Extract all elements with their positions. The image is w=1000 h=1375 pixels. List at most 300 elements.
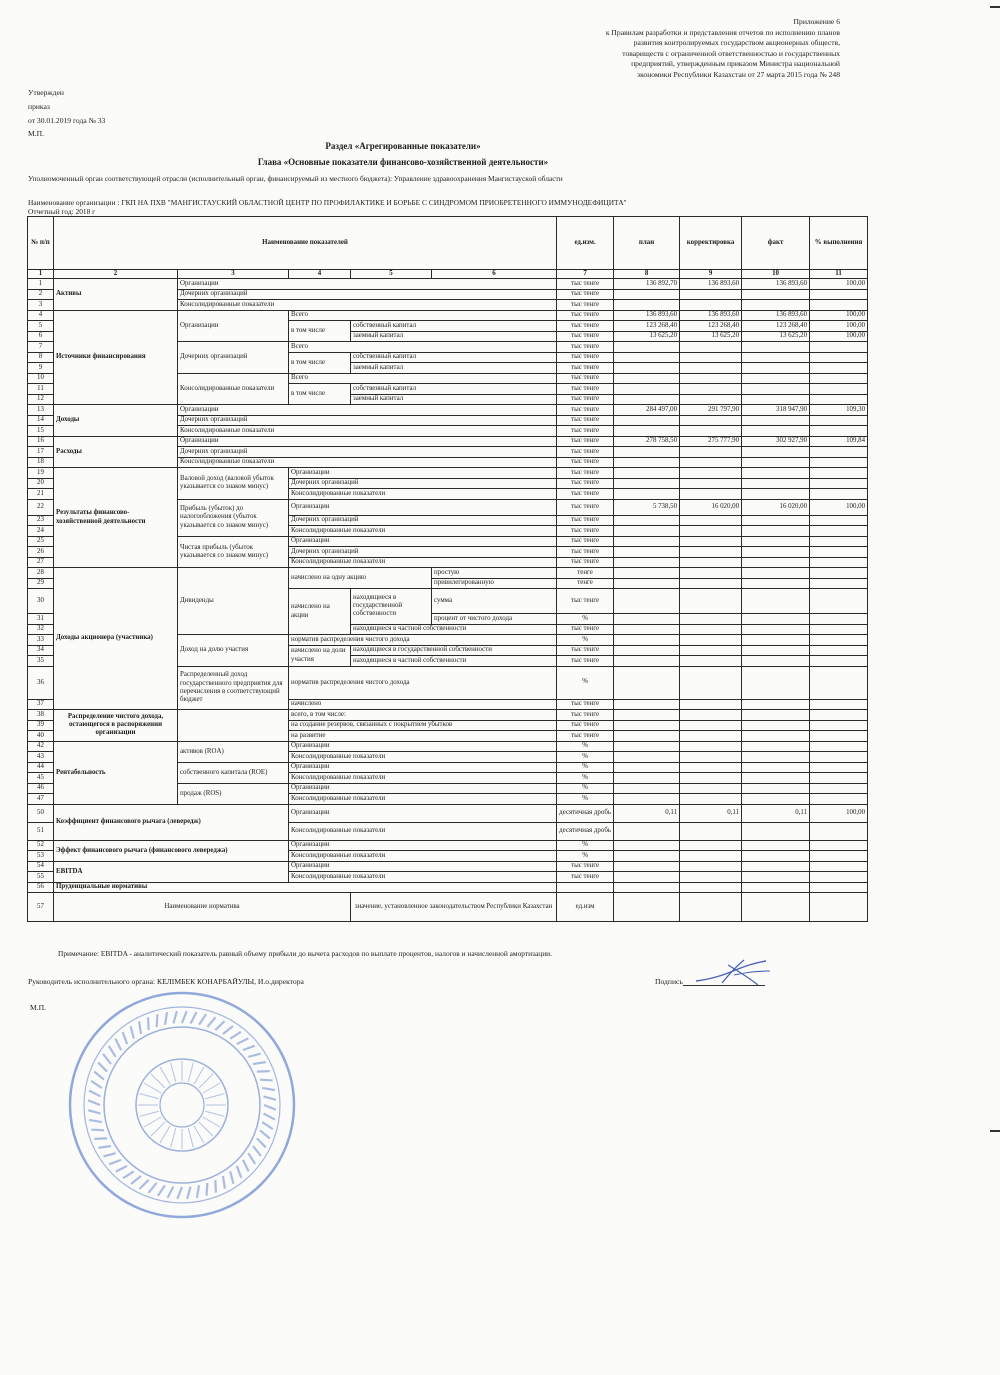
unit-cell: тыс тенге — [557, 457, 614, 468]
unit-cell: десятичная дробь — [557, 822, 614, 840]
value-plan — [614, 468, 680, 479]
value-pct — [810, 851, 868, 862]
seal-lettering-mark — [149, 1183, 157, 1193]
value-corr — [680, 557, 742, 568]
row-number: 27 — [28, 557, 54, 568]
table-row — [28, 893, 868, 922]
value-fact: 136 893,60 — [742, 310, 810, 321]
unit-cell: тенге — [557, 568, 614, 579]
value-corr — [680, 426, 742, 437]
value-corr — [680, 731, 742, 742]
indicator-label: Консолидированные показатели — [178, 426, 557, 437]
indicator-label: активов (ROA) — [178, 741, 289, 762]
table-row — [28, 710, 868, 721]
row-number: 45 — [28, 773, 54, 784]
indicator-label: Пруденциальные нормативы — [54, 882, 557, 893]
indicator-label: Консолидированные показатели — [289, 489, 557, 500]
value-plan — [614, 656, 680, 667]
value-fact — [742, 557, 810, 568]
value-fact — [742, 699, 810, 710]
col-number: 3 — [178, 270, 289, 279]
value-corr — [680, 710, 742, 721]
value-corr — [680, 635, 742, 646]
indicator-label: начислено на одну акцию — [289, 568, 432, 589]
seal-lettering-mark — [140, 1180, 149, 1189]
unit-cell: тыс тенге — [557, 373, 614, 384]
value-corr — [680, 373, 742, 384]
value-corr — [680, 666, 742, 699]
indicator-label: Доходы — [54, 405, 178, 437]
row-number: 21 — [28, 489, 54, 500]
value-pct — [810, 426, 868, 437]
value-plan — [614, 547, 680, 558]
indicator-label: Консолидированные показатели — [289, 794, 557, 805]
seal-lettering-mark — [262, 1122, 273, 1129]
value-pct: 100,00 — [810, 804, 868, 822]
stamp-place-label: М.П. — [30, 1003, 47, 1012]
value-corr — [680, 342, 742, 353]
row-number: 26 — [28, 547, 54, 558]
value-corr — [680, 547, 742, 558]
seal-lettering-mark — [98, 1146, 111, 1148]
value-corr — [680, 289, 742, 300]
indicator-label: Консолидированные показатели — [178, 373, 289, 405]
indicator-label: в том числе — [289, 321, 351, 342]
seal-lettering-mark — [177, 1187, 182, 1199]
seal-ray — [171, 1128, 176, 1147]
value-corr — [680, 526, 742, 537]
value-pct — [810, 710, 868, 721]
value-fact — [742, 731, 810, 742]
value-pct — [810, 373, 868, 384]
unit-cell: десятичная дробь — [557, 804, 614, 822]
value-pct — [810, 568, 868, 579]
value-corr — [680, 536, 742, 547]
seal-lettering-mark — [131, 1176, 141, 1184]
indicator-label: Всего — [289, 310, 557, 321]
seal-lettering-mark — [116, 1166, 127, 1172]
value-fact: 318 947,90 — [742, 405, 810, 416]
value-pct — [810, 489, 868, 500]
value-corr — [680, 568, 742, 579]
row-number: 10 — [28, 373, 54, 384]
value-plan: 136 892,70 — [614, 279, 680, 290]
indicator-label: Организации — [289, 741, 557, 752]
value-pct — [810, 720, 868, 731]
row-number: 29 — [28, 578, 54, 589]
value-corr — [680, 783, 742, 794]
row-number: 25 — [28, 536, 54, 547]
signature-label: Подпись — [655, 977, 683, 986]
seal-ray — [160, 1067, 170, 1084]
value-plan — [614, 720, 680, 731]
row-number: 53 — [28, 851, 54, 862]
unit-cell: % — [557, 840, 614, 851]
indicator-label: Коэффициент финансового рычага (левередж) — [54, 804, 289, 840]
value-fact — [742, 794, 810, 805]
seal-ray — [203, 1083, 220, 1093]
approval-line: Утвержден — [28, 88, 64, 97]
value-pct — [810, 614, 868, 625]
value-pct — [810, 478, 868, 489]
value-fact — [742, 515, 810, 526]
value-fact — [742, 893, 810, 922]
value-pct — [810, 872, 868, 883]
indicator-label: Дочерних организаций — [178, 447, 557, 458]
unit-cell: тыс тенге — [557, 289, 614, 300]
table-body — [28, 279, 868, 922]
value-plan — [614, 589, 680, 614]
appendix-line: предприятий, утвержденным приказом Министра национальной — [631, 59, 840, 69]
unit-cell: тыс тенге — [557, 331, 614, 342]
official-seal — [62, 985, 302, 1225]
value-fact — [742, 415, 810, 426]
indicator-label: начислено на акции — [289, 589, 351, 635]
approval-line: М.П. — [28, 129, 45, 139]
col-number: 9 — [680, 270, 742, 279]
indicator-label: Прибыль (убыток) до налогообложения (убыток указывается со знаком минус) — [178, 499, 289, 536]
indicator-label: Организации — [178, 436, 557, 447]
value-plan: 136 893,60 — [614, 310, 680, 321]
value-corr — [680, 457, 742, 468]
value-fact — [742, 773, 810, 784]
indicator-label: собственный капитал — [351, 352, 557, 363]
value-pct — [810, 394, 868, 405]
value-pct — [810, 752, 868, 763]
value-plan — [614, 373, 680, 384]
value-pct — [810, 468, 868, 479]
seal-ray — [188, 1128, 193, 1147]
seal-lettering-mark — [243, 1160, 249, 1171]
indicator-label: Организации — [289, 840, 557, 851]
row-number: 24 — [28, 526, 54, 537]
value-fact — [742, 624, 810, 635]
header-num: № п/п — [28, 217, 54, 270]
indicator-label: Консолидированные показатели — [289, 822, 557, 840]
unit-cell: тыс тенге — [557, 436, 614, 447]
value-corr: 136 893,60 — [680, 279, 742, 290]
indicator-label: Организации — [289, 861, 557, 872]
value-corr — [680, 840, 742, 851]
seal-lettering-mark — [257, 1138, 266, 1147]
seal-lettering-mark — [223, 1026, 233, 1034]
indicator-label: Расходы — [54, 436, 178, 468]
value-pct — [810, 893, 868, 922]
appendix-line: к Правилам разработки и представления отчетов по исполнению планов — [605, 27, 840, 37]
indicator-label: Валовой доход (валовой убыток указывается со знаком минус) — [178, 468, 289, 500]
appendix-line: экономики Республики Казахстан от 27 марта 2015 года № 248 — [636, 69, 840, 79]
table-row — [28, 568, 868, 579]
seal-lettering-mark — [253, 1146, 261, 1156]
seal-lettering-mark — [109, 1046, 116, 1057]
indicator-label: Дочерних организаций — [289, 478, 557, 489]
value-pct — [810, 515, 868, 526]
unit-cell: тыс тенге — [557, 468, 614, 479]
value-pct — [810, 363, 868, 374]
value-plan — [614, 645, 680, 656]
seal-lettering-mark — [248, 1054, 260, 1057]
value-plan — [614, 426, 680, 437]
table-row — [28, 405, 868, 416]
value-fact — [742, 447, 810, 458]
value-fact — [742, 468, 810, 479]
row-number: 28 — [28, 568, 54, 579]
value-plan: 0,11 — [614, 804, 680, 822]
value-pct: 100,00 — [810, 279, 868, 290]
indicator-label: привилегированную — [432, 578, 557, 589]
value-plan — [614, 872, 680, 883]
seal-ray — [139, 1111, 158, 1116]
value-corr — [680, 394, 742, 405]
seal-ray — [144, 1083, 161, 1093]
row-number: 19 — [28, 468, 54, 479]
value-fact — [742, 578, 810, 589]
indicator-label: на создание резервов, связанных с покрытием убытков — [289, 720, 557, 731]
value-plan — [614, 710, 680, 721]
indicator-label: Чистая прибыль (убыток указывается со знаком минус) — [178, 536, 289, 568]
value-fact — [742, 666, 810, 699]
seal-lettering-mark — [98, 1063, 107, 1072]
row-number: 55 — [28, 872, 54, 883]
indicator-label: находящиеся в частной собственности — [351, 656, 557, 667]
value-plan — [614, 352, 680, 363]
value-fact — [742, 384, 810, 395]
seal-lettering-mark — [248, 1153, 255, 1164]
indicator-label: заемный капитал — [351, 394, 557, 405]
indicator-label: Консолидированные показатели — [178, 457, 557, 468]
unit-cell: % — [557, 666, 614, 699]
indicator-label: Распределенный доход государственного предприятия для перечисления в соответствующий бюджет — [178, 666, 289, 710]
value-corr — [680, 882, 742, 893]
value-plan — [614, 578, 680, 589]
unit-cell: тыс тенге — [557, 405, 614, 416]
table-row — [28, 468, 868, 479]
indicator-label: сумма — [432, 589, 557, 614]
unit-cell: тыс тенге — [557, 415, 614, 426]
table-row — [28, 310, 868, 321]
unit-cell: тыс тенге — [557, 384, 614, 395]
value-fact — [742, 822, 810, 840]
value-pct — [810, 447, 868, 458]
seal-lettering-mark — [264, 1105, 276, 1110]
indicator-label: Эффект финансового рычага (финансового левереджа) — [54, 840, 289, 861]
value-plan — [614, 882, 680, 893]
seal-lettering-mark — [148, 1017, 149, 1030]
row-number: 56 — [28, 882, 54, 893]
value-fact — [742, 872, 810, 883]
value-fact: 0,11 — [742, 804, 810, 822]
indicator-label: находящиеся в частной собственности — [351, 624, 557, 635]
seal-lettering-mark — [88, 1100, 100, 1105]
value-fact — [742, 526, 810, 537]
indicator-label — [178, 710, 289, 742]
seal-lettering-mark — [257, 1071, 270, 1072]
value-corr — [680, 363, 742, 374]
row-number: 23 — [28, 515, 54, 526]
unit-cell: % — [557, 794, 614, 805]
value-pct — [810, 762, 868, 773]
unit-cell: тыс тенге — [557, 426, 614, 437]
scan-edge-mark — [990, 6, 1000, 8]
value-fact — [742, 635, 810, 646]
unit-cell: тыс тенге — [557, 499, 614, 515]
header-fact: факт — [742, 217, 810, 270]
value-fact — [742, 394, 810, 405]
seal-lettering-mark — [158, 1185, 165, 1196]
table-row — [28, 436, 868, 447]
seal-ray — [205, 1094, 224, 1099]
indicator-label: норматив распределения чистого дохода — [289, 635, 557, 646]
indicator-label: Доход на долю участия — [178, 635, 289, 667]
value-pct: 100,00 — [810, 499, 868, 515]
indicator-label: Организации — [178, 310, 289, 342]
value-fact: 302 927,90 — [742, 436, 810, 447]
seal-lettering-mark — [103, 1054, 111, 1064]
appendix-line: развития контролируемых государством акционерных обществ, — [633, 38, 840, 48]
unit-cell: тыс тенге — [557, 342, 614, 353]
unit-cell: % — [557, 752, 614, 763]
row-number: 39 — [28, 720, 54, 731]
row-number: 38 — [28, 710, 54, 721]
row-number: 44 — [28, 762, 54, 773]
indicator-label: в том числе — [289, 352, 351, 373]
row-number: 20 — [28, 478, 54, 489]
value-corr — [680, 478, 742, 489]
indicator-label: начислено — [289, 699, 557, 710]
row-number: 9 — [28, 363, 54, 374]
col-number: 7 — [557, 270, 614, 279]
value-plan — [614, 666, 680, 699]
unit-cell: тыс тенге — [557, 363, 614, 374]
value-plan — [614, 762, 680, 773]
value-corr — [680, 872, 742, 883]
value-plan — [614, 394, 680, 405]
value-plan — [614, 741, 680, 752]
value-fact — [742, 489, 810, 500]
row-number: 18 — [28, 457, 54, 468]
row-number: 7 — [28, 342, 54, 353]
value-corr: 275 777,90 — [680, 436, 742, 447]
row-number: 16 — [28, 436, 54, 447]
chapter-title: Глава «Основные показатели финансово-хозяйственной деятельности» — [257, 157, 549, 167]
approval-block — [28, 86, 105, 141]
seal-lettering-mark — [262, 1088, 275, 1090]
value-corr — [680, 624, 742, 635]
row-number: 30 — [28, 589, 54, 614]
value-corr — [680, 773, 742, 784]
value-fact — [742, 289, 810, 300]
indicator-label: Результаты финансово-хозяйственной деятельности — [54, 468, 178, 568]
row-number: 6 — [28, 331, 54, 342]
value-corr — [680, 656, 742, 667]
value-plan — [614, 822, 680, 840]
seal-lettering-mark — [243, 1046, 255, 1050]
value-plan — [614, 342, 680, 353]
row-number: 8 — [28, 352, 54, 363]
seal-ray — [188, 1062, 193, 1081]
unit-cell: тыс тенге — [557, 394, 614, 405]
value-plan — [614, 415, 680, 426]
unit-cell: % — [557, 762, 614, 773]
value-corr: 291 797,90 — [680, 405, 742, 416]
unit-cell: тыс тенге — [557, 478, 614, 489]
seal-lettering-mark — [168, 1187, 174, 1198]
unit-cell: ед.изм — [557, 893, 614, 922]
seal-ray — [171, 1062, 176, 1081]
col-number: 1 — [28, 270, 54, 279]
value-fact — [742, 851, 810, 862]
value-fact: 136 893,60 — [742, 279, 810, 290]
value-pct — [810, 794, 868, 805]
seal-lettering-mark — [115, 1039, 121, 1050]
col-number: 8 — [614, 270, 680, 279]
value-corr: 0,11 — [680, 804, 742, 822]
seal-lettering-mark — [230, 1171, 233, 1183]
unit-cell: тыс тенге — [557, 310, 614, 321]
table-row — [28, 882, 868, 893]
seal-lettering-mark — [264, 1114, 275, 1120]
unit-cell: тыс тенге — [557, 624, 614, 635]
value-fact — [742, 352, 810, 363]
value-plan — [614, 624, 680, 635]
value-plan — [614, 794, 680, 805]
indicator-label: Организации — [289, 762, 557, 773]
seal-lettering-mark — [89, 1091, 100, 1097]
unit-cell: % — [557, 741, 614, 752]
value-corr — [680, 645, 742, 656]
col-number: 4 — [289, 270, 351, 279]
seal-lettering-mark — [88, 1110, 100, 1113]
value-fact: 123 268,40 — [742, 321, 810, 332]
row-number: 43 — [28, 752, 54, 763]
value-pct — [810, 289, 868, 300]
value-fact — [742, 783, 810, 794]
value-pct — [810, 557, 868, 568]
unit-cell: тыс тенге — [557, 872, 614, 883]
value-pct — [810, 741, 868, 752]
unit-cell: тыс тенге — [557, 536, 614, 547]
seal-lettering-mark — [165, 1012, 167, 1025]
unit-cell: тыс тенге — [557, 656, 614, 667]
seal-ray — [151, 1074, 165, 1088]
seal-lettering-mark — [89, 1120, 102, 1122]
indicator-label: норматив распределения чистого дохода — [289, 666, 557, 699]
indicator-label: Консолидированные показатели — [289, 773, 557, 784]
column-numbers-row — [28, 270, 868, 279]
indicator-label: начислено на доли участия — [289, 645, 351, 666]
indicator-label: процент от чистого дохода — [432, 614, 557, 625]
value-plan — [614, 536, 680, 547]
seal-lettering-mark — [103, 1153, 115, 1156]
value-fact — [742, 568, 810, 579]
appendix-line: Приложение 6 — [793, 17, 840, 26]
seal-lettering-mark — [187, 1187, 190, 1199]
value-fact — [742, 882, 810, 893]
value-pct: 109,30 — [810, 405, 868, 416]
value-plan — [614, 515, 680, 526]
value-pct: 109,84 — [810, 436, 868, 447]
row-number: 42 — [28, 741, 54, 752]
unit-cell: тыс тенге — [557, 352, 614, 363]
header-percent: % выполнения — [810, 217, 868, 270]
unit-cell: % — [557, 773, 614, 784]
value-pct — [810, 773, 868, 784]
value-plan — [614, 614, 680, 625]
value-corr — [680, 578, 742, 589]
value-fact — [742, 710, 810, 721]
indicator-label: Всего — [289, 373, 557, 384]
seal-lettering-mark — [207, 1183, 208, 1196]
